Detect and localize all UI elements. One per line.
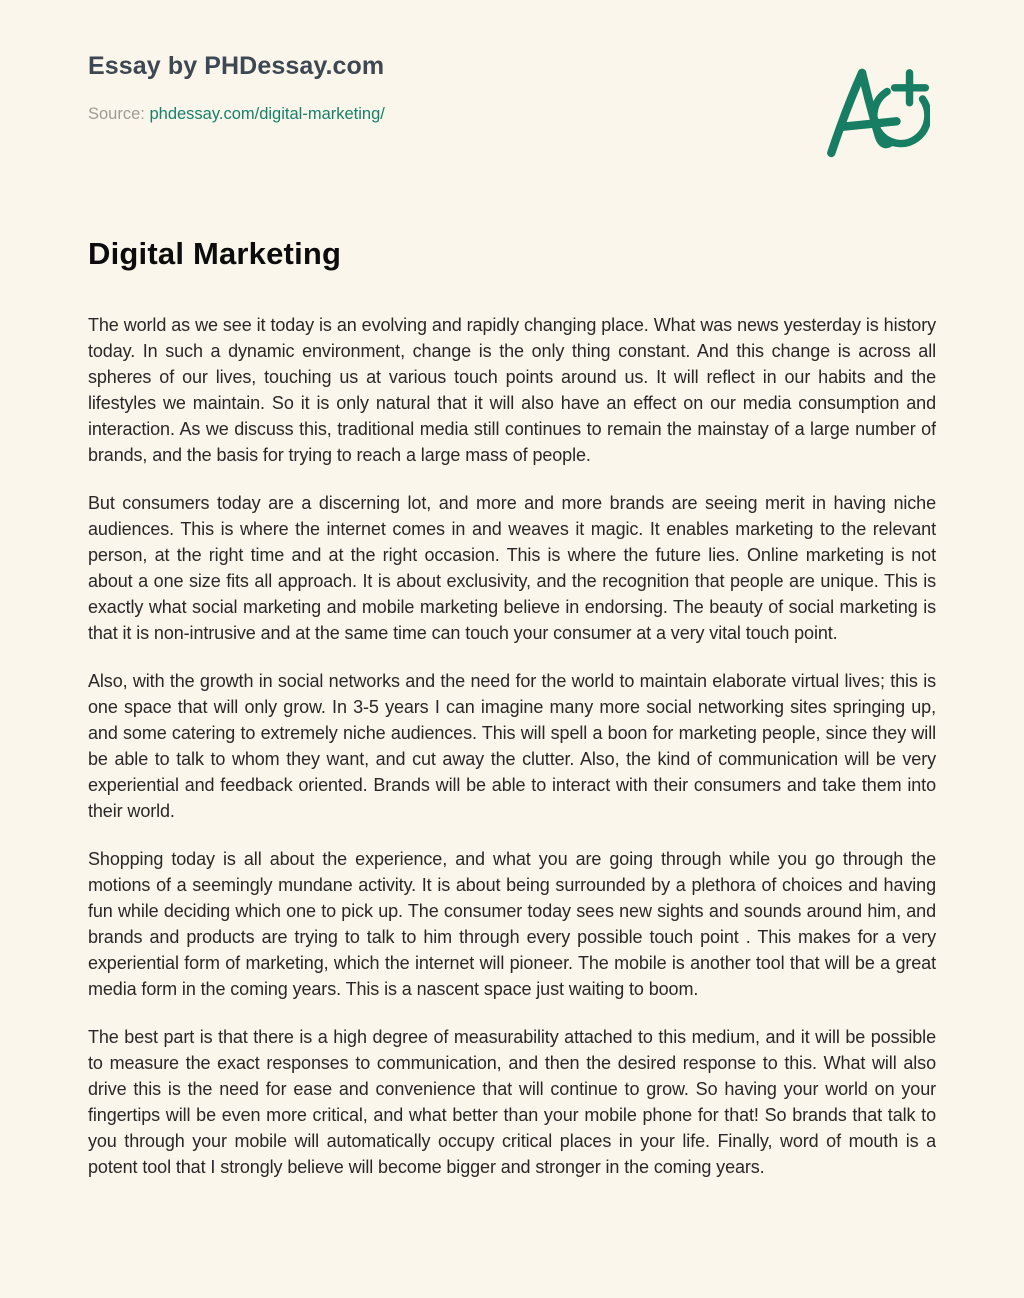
- source-label: Source:: [88, 105, 145, 123]
- source-link[interactable]: phdessay.com/digital-marketing/: [149, 105, 385, 123]
- essay-paragraph: Also, with the growth in social networks and the need for the world to maintain elaborate virtual lives; this is one space that will only grow. In 3-5 years I can imagine many more social networking sites springing up, and some catering to extremely niche audiences. This will spell a boon for marketing people, since they will be able to talk to whom they want, and cut away the clutter. Also, the kind of communication will be very experiential and feedback oriented. Brands will be able to interact with their consumers and take them into their world.: [88, 671, 936, 821]
- source-line: [88, 105, 385, 124]
- document-header-text: [88, 50, 385, 124]
- essay-body: [88, 312, 936, 1294]
- aplus-logo-icon: [822, 58, 930, 166]
- essay-paragraph: But consumers today are a discerning lot, and more and more brands are seeing merit in having niche audiences. This is where the internet comes in and weaves it magic. It enables marketing to the relevant person, at the right time and at the right occasion. This is where the future lies. Online marketing is not about a one size fits all approach. It is about exclusivity, and the recognition that people are unique. This is exactly what social marketing and mobile marketing believe in endorsing. The beauty of social marketing is that it is non-intrusive and at the same time can touch your consumer at a very vital touch point.: [88, 493, 936, 643]
- document-title: Essay by PHDessay.com: [88, 52, 385, 80]
- essay-paragraph: The world as we see it today is an evolving and rapidly changing place. What was news yesterday is history today. In such a dynamic environment, change is the only thing constant. And this change is across all spheres of our lives, touching us at various touch points around us. It will reflect in our habits and the lifestyles we maintain. So it is only natural that it will also have an effect on our media consumption and interaction. As we discuss this, traditional media still continues to remain the mainstay of a large number of brands, and the basis for trying to reach a large mass of people.: [88, 315, 936, 465]
- essay-paragraph: Shopping today is all about the experience, and what you are going through while you go through the motions of a seemingly mundane activity. It is about being surrounded by a plethora of choices and having fun while deciding which one to pick up. The consumer today sees new sights and sounds around him, and brands and products are trying to talk to him through every possible touch point . This makes for a very experiential form of marketing, which the internet will pioneer. The mobile is another tool that will be a great media form in the coming years. This is a nascent space just waiting to boom.: [88, 849, 936, 999]
- essay-title: Digital Marketing: [88, 236, 342, 271]
- document-header: [88, 50, 936, 166]
- essay-paragraph: The best part is that there is a high degree of measurability attached to this medium, and it will be possible to measure the exact responses to communication, and then the desired response to this. What will also drive this is the need for ease and convenience that will continue to grow. So having your world on your fingertips will be even more critical, and what better than your mobile phone for that! So brands that talk to you through your mobile will automatically occupy critical places in your life. Finally, word of mouth is a potent tool that I strongly believe will become bigger and stronger in the coming years.: [88, 1027, 936, 1177]
